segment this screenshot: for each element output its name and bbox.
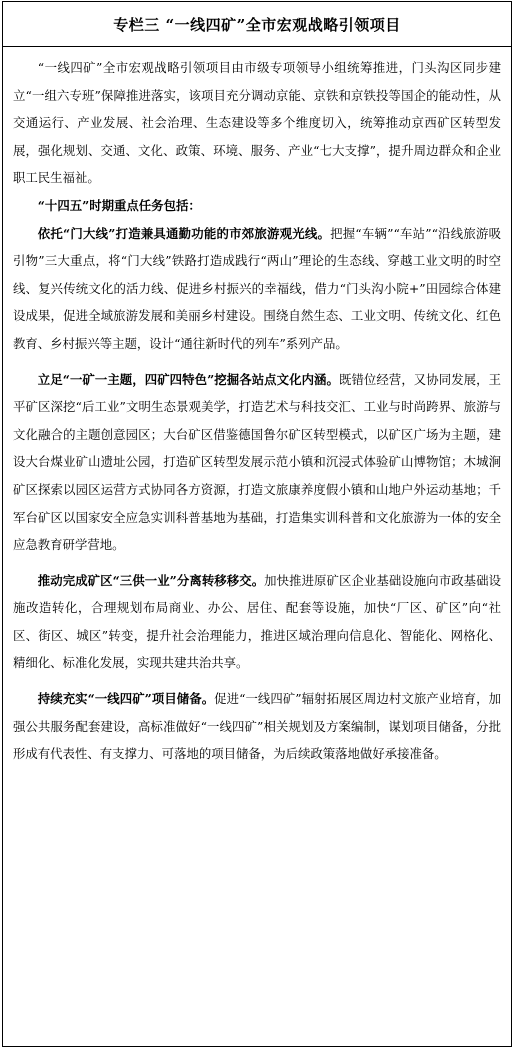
task-lead-2: 立足“一矿一主题，四矿四特色”挖掘各站点文化内涵。	[37, 371, 339, 387]
task-paragraph-3	[13, 567, 501, 677]
task-body-4: 促进“一线四矿”辐射拓展区周边村文旅产业培育，加强公共服务配套建设，高标准做好“一线四矿”相关规划及方案编制，谋划项目储备，分批形成有代表性、有支撑力、可落地的项目储备，为后续政策落地做好承接准备。	[13, 691, 501, 762]
task-paragraph-1	[13, 220, 501, 358]
paragraph-gap	[13, 677, 501, 685]
task-lead-1: 依托“门大线”打造兼具通勤功能的市郊旅游观光线。	[37, 225, 331, 241]
column-title: 专栏三 “一线四矿”全市宏观战略引领项目	[3, 2, 511, 47]
task-paragraph-4	[13, 685, 501, 768]
task-paragraph-2	[13, 366, 501, 559]
special-column-box	[2, 1, 512, 1047]
tasks-heading: “十四五”时期重点任务包括：	[37, 197, 201, 213]
column-body	[3, 47, 511, 768]
task-lead-3: 推动完成矿区“三供一业”分离转移移交。	[37, 572, 265, 588]
intro-paragraph: “一线四矿”全市宏观战略引领项目由市级专项领导小组统筹推进，门头沟区同步建立“一组六专班”保障推进落实，该项目充分调动京能、京铁和京铁投等国企的能动性，从交通运行、产业发展、社会治理、生态建设等多个维度切入，统筹推动京西矿区转型发展，强化规划、交通、文化、政策、环境、服务、产业“七大支撑”，提升周边群众和企业职工民生福祉。	[13, 60, 501, 186]
task-body-2: 既错位经营，又协同发展，王平矿区深挖“后工业”文明生态景观美学，打造艺术与科技交汇、工业与时尚跨界、旅游与文化融合的主题创意园区；大台矿区借鉴德国鲁尔矿区转型模式，以矿区广场为主题，建设大台煤业矿山遗址公园，打造矿区转型发展示范小镇和沉浸式体验矿山博物馆；木城涧矿区探索以园区运营方式协同各方资源，打造文旅康养度假小镇和山地户外运动基地；千军台矿区以国家安全应急实训科普基地为基础，打造集实训科普和文化旅游为一体的安全应急教育研学营地。	[13, 371, 501, 553]
paragraph-gap	[13, 559, 501, 567]
paragraph-gap	[13, 358, 501, 366]
task-body-3: 加快推进原矿区企业基础设施向市政基础设施改造转化，合理规划布局商业、办公、居住、配套等设施，加快“厂区、矿区”向“社区、街区、城区”转变，提升社会治理能力，推进区域治理向信息化、智能化、网格化、精细化、标准化发展，实现共建共治共享。	[13, 572, 501, 671]
task-lead-4: 持续充实“一线四矿”项目储备。	[37, 691, 215, 707]
task-body-1: 把握“车辆”“车站”“沿线旅游吸引物”三大重点，将“门大线”铁路打造成践行“两山”理论的生态线、穿越工业文明的时空线、复兴传统文化的活力线、促进乡村振兴的幸福线，借力“门头沟小院+”田园综合体建设成果，促进全域旅游发展和美丽乡村建设。围绕自然生态、工业文明、传统文化、红色教育、乡村振兴等主题，设计“通往新时代的列车”系列产品。	[13, 225, 501, 351]
